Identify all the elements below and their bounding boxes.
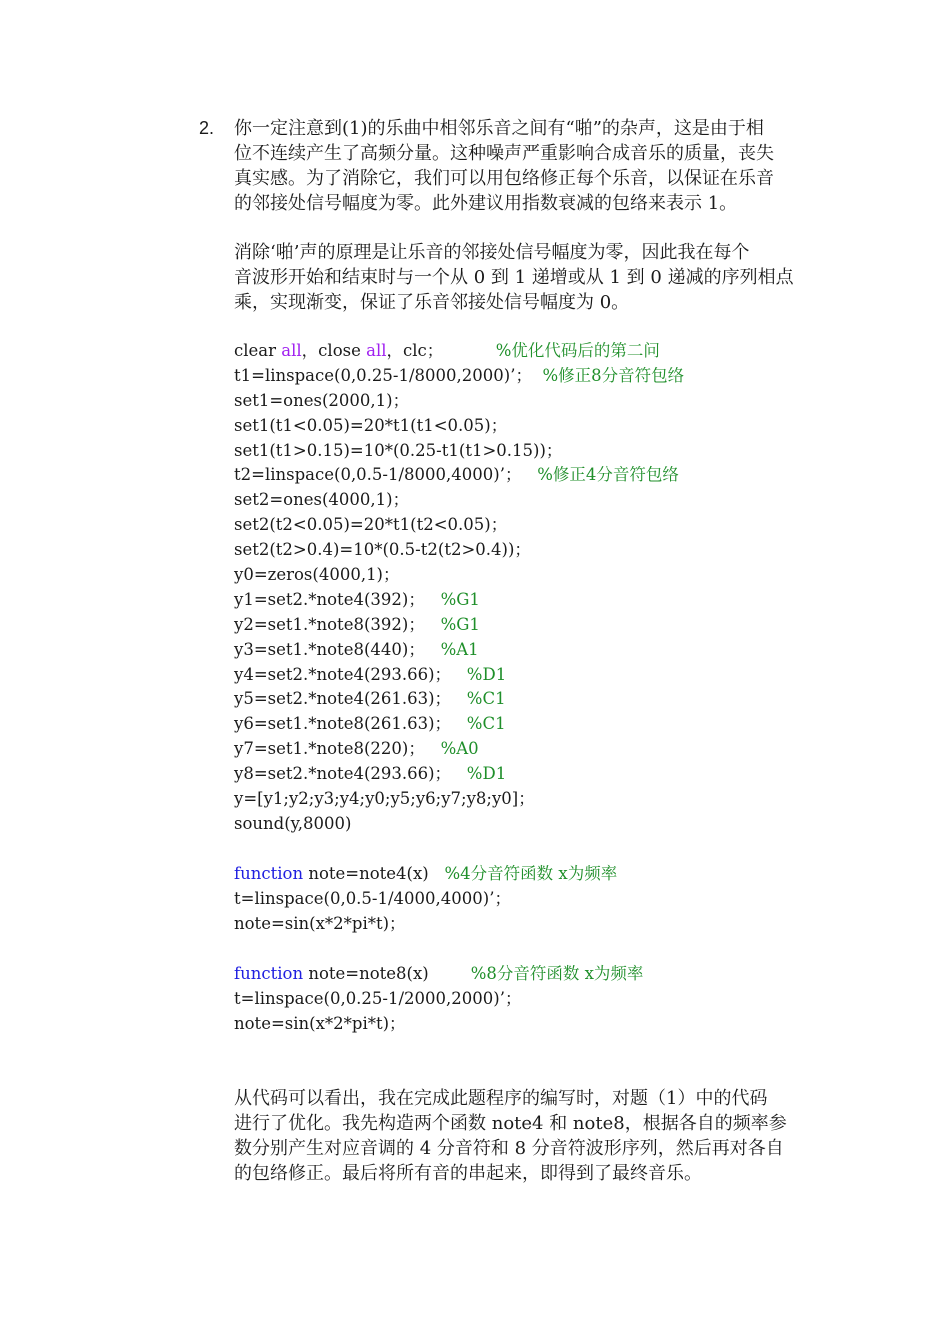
code-line <box>234 463 834 488</box>
code-text: set1=ones(2000,1)； <box>234 390 410 410</box>
code-line <box>234 987 834 1012</box>
code-block-main <box>234 339 834 837</box>
code-comment: %G1 <box>440 589 480 609</box>
code-line <box>234 812 834 837</box>
code-text: t=linspace(0,0.5-1/4000,4000)’； <box>234 888 511 908</box>
code-line <box>234 1012 834 1037</box>
code-text: t1=linspace(0,0.25-1/8000,2000)’； <box>234 365 543 385</box>
code-line <box>234 563 834 588</box>
code-comment: %修正4分音符包络 <box>537 465 679 485</box>
question-line: 位不连续产生了高频分量。这种噪声严重影响合成音乐的质量，丧失 <box>234 143 774 164</box>
conclusion-line: 进行了优化。我先构造两个函数 note4 和 note8，根据各自的频率参 <box>234 1113 787 1134</box>
principle-paragraph <box>234 240 808 315</box>
code-line <box>234 613 834 638</box>
code-text: y3=set1.*note8(440)； <box>234 639 441 659</box>
code-block-note8-function <box>234 962 834 1037</box>
code-line <box>234 439 834 464</box>
code-keyword: function <box>234 864 304 883</box>
code-line <box>234 737 834 762</box>
code-comment: %G1 <box>440 614 480 634</box>
question-paragraph <box>234 116 808 216</box>
code-text: y0=zeros(4000,1)； <box>234 565 400 585</box>
code-line <box>234 488 834 513</box>
code-text: t2=linspace(0,0.5-1/8000,4000)’； <box>234 465 538 485</box>
question-line: 你一定注意到(1)的乐曲中相邻乐音之间有“啪”的杂声，这是由于相 <box>234 118 764 139</box>
code-text: y4=set2.*note4(293.66)； <box>234 664 467 684</box>
code-line <box>234 389 834 414</box>
code-line <box>234 762 834 787</box>
code-keyword: all <box>281 341 302 360</box>
code-text: set2=ones(4000,1)； <box>234 490 410 510</box>
code-comment: %修正8分音符包络 <box>542 365 685 385</box>
code-text: set1(t1<0.05)=20*t1(t1<0.05)； <box>234 415 508 435</box>
code-text: y2=set1.*note8(392)； <box>234 614 441 634</box>
conclusion-line: 的包络修正。最后将所有音的串起来，即得到了最终音乐。 <box>234 1163 702 1184</box>
code-text: y7=set1.*note8(220)； <box>234 739 441 759</box>
code-line <box>234 887 834 912</box>
code-text: ，clc； <box>386 341 496 360</box>
question-line: 真实感。为了消除它，我们可以用包络修正每个乐音，以保证在乐音 <box>234 168 774 189</box>
item-number: 2. <box>199 118 215 138</box>
code-line <box>234 663 834 688</box>
code-line <box>234 862 834 887</box>
code-comment: %4分音符函数 x为频率 <box>444 864 618 883</box>
code-line <box>234 687 834 712</box>
question-line: 的邻接处信号幅度为零。此外建议用指数衰减的包络来表示 1。 <box>234 193 738 214</box>
code-text: note=sin(x*2*pi*t)； <box>234 1013 406 1033</box>
principle-line: 消除‘啪’声的原理是让乐音的邻接处信号幅度为零，因此我在每个 <box>234 242 750 263</box>
conclusion-line: 从代码可以看出，我在完成此题程序的编写时，对题（1）中的代码 <box>234 1088 768 1109</box>
code-text: t=linspace(0,0.25-1/2000,2000)’； <box>234 988 522 1008</box>
code-comment: %C1 <box>466 714 506 734</box>
principle-line: 音波形开始和结束时与一个从 0 到 1 递增或从 1 到 0 递减的序列相点 <box>234 267 794 288</box>
code-block-note4-function <box>234 862 834 937</box>
code-text: y5=set2.*note4(261.63)； <box>234 689 467 709</box>
code-text: note=sin(x*2*pi*t)； <box>234 913 406 933</box>
code-line <box>234 912 834 937</box>
code-line <box>234 638 834 663</box>
code-line <box>234 962 834 987</box>
code-text: set2(t2<0.05)=20*t1(t2<0.05)； <box>234 515 508 535</box>
conclusion-line: 数分别产生对应音调的 4 分音符和 8 分音符波形序列，然后再对各自 <box>234 1138 784 1159</box>
code-text: y=[y1;y2;y3;y4;y0;y5;y6;y7;y8;y0]； <box>234 789 535 809</box>
code-comment: %A1 <box>440 639 479 659</box>
code-text: y1=set2.*note4(392)； <box>234 589 441 609</box>
code-comment: %D1 <box>466 664 507 684</box>
code-line <box>234 513 834 538</box>
code-keyword: all <box>366 341 387 360</box>
code-line <box>234 339 834 364</box>
code-comment: %D1 <box>466 764 507 784</box>
code-comment: %A0 <box>440 739 479 759</box>
principle-line: 乘，实现渐变，保证了乐音邻接处信号幅度为 0。 <box>234 292 630 313</box>
code-text: sound(y,8000) <box>234 813 352 833</box>
code-text: note=note4(x) <box>303 864 445 883</box>
code-text: note=note8(x) <box>303 964 471 983</box>
code-line <box>234 414 834 439</box>
code-line <box>234 787 834 812</box>
code-line <box>234 712 834 737</box>
code-line <box>234 588 834 613</box>
code-text: set1(t1>0.15)=10*(0.25-t1(t1>0.15))； <box>234 440 563 460</box>
code-text: clear <box>234 341 282 360</box>
code-line <box>234 538 834 563</box>
code-text: ，close <box>301 341 367 360</box>
code-text: y8=set2.*note4(293.66)； <box>234 764 467 784</box>
code-comment: %优化代码后的第二问 <box>495 341 660 360</box>
code-comment: %8分音符函数 x为频率 <box>470 964 644 983</box>
conclusion-paragraph <box>234 1086 808 1186</box>
code-keyword: function <box>234 964 304 983</box>
code-comment: %C1 <box>466 689 506 709</box>
code-line <box>234 364 834 389</box>
code-text: y6=set1.*note8(261.63)； <box>234 714 467 734</box>
code-text: set2(t2>0.4)=10*(0.5-t2(t2>0.4))； <box>234 540 531 560</box>
